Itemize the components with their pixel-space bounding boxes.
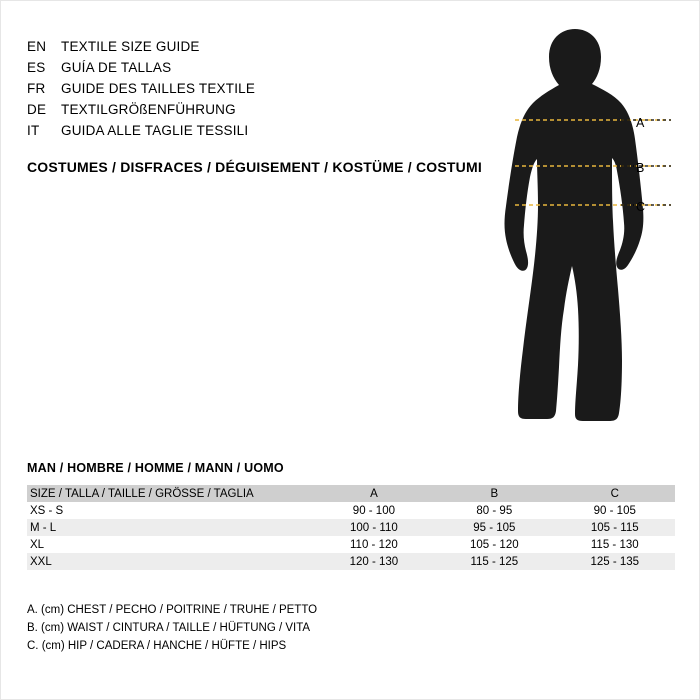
cell-hip: 90 - 105 <box>555 502 675 519</box>
language-code-en: EN <box>27 39 47 54</box>
cell-size: M - L <box>27 519 314 536</box>
table-row <box>27 502 675 519</box>
measure-label-b: B <box>636 161 645 175</box>
size-table <box>27 485 675 570</box>
table-row <box>27 553 675 570</box>
table-row <box>27 519 675 536</box>
column-header-size: SIZE / TALLA / TAILLE / GRÖSSE / TAGLIA <box>27 485 314 502</box>
cell-hip: 125 - 135 <box>555 553 675 570</box>
cell-hip: 105 - 115 <box>555 519 675 536</box>
cell-waist: 115 - 125 <box>434 553 554 570</box>
note-waist: B. (cm) WAIST / CINTURA / TAILLE / HÜFTUNG / VITA <box>27 622 311 634</box>
cell-size: XXL <box>27 553 314 570</box>
silhouette-shape <box>505 29 644 421</box>
column-header-b: B <box>434 485 554 502</box>
language-row-it <box>27 120 447 141</box>
cell-size: XS - S <box>27 502 314 519</box>
cell-waist: 80 - 95 <box>434 502 554 519</box>
cell-waist: 105 - 120 <box>434 536 554 553</box>
language-text-fr: GUIDE DES TAILLES TEXTILE <box>61 81 256 96</box>
measurement-notes <box>27 601 317 655</box>
cell-chest: 90 - 100 <box>314 502 434 519</box>
table-header-row <box>27 485 675 502</box>
measure-label-c: C <box>636 200 646 214</box>
language-row-en <box>27 36 447 57</box>
cell-chest: 100 - 110 <box>314 519 434 536</box>
cell-size: XL <box>27 536 314 553</box>
language-row-es <box>27 57 447 78</box>
language-row-de <box>27 99 447 120</box>
table-section-title: MAN / HOMBRE / HOMME / MANN / UOMO <box>27 461 284 475</box>
column-header-c: C <box>555 485 675 502</box>
language-text-en: TEXTILE SIZE GUIDE <box>61 39 200 54</box>
language-code-de: DE <box>27 102 47 117</box>
column-header-a: A <box>314 485 434 502</box>
measure-label-a: A <box>636 116 645 130</box>
cell-chest: 110 - 120 <box>314 536 434 553</box>
language-text-de: TEXTILGRÖßENFÜHRUNG <box>61 102 236 117</box>
note-chest: A. (cm) CHEST / PECHO / POITRINE / TRUHE / PETTO <box>27 604 318 616</box>
size-table-header <box>27 485 675 502</box>
language-code-fr: FR <box>27 81 46 96</box>
category-title: COSTUMES / DISFRACES / DÉGUISEMENT / KOSTÜME / COSTUMI <box>27 159 482 175</box>
cell-waist: 95 - 105 <box>434 519 554 536</box>
language-text-es: GUÍA DE TALLAS <box>61 60 172 75</box>
size-table-body <box>27 502 675 570</box>
language-row-fr <box>27 78 447 99</box>
cell-chest: 120 - 130 <box>314 553 434 570</box>
language-code-es: ES <box>27 60 46 75</box>
note-hip: C. (cm) HIP / CADERA / HANCHE / HÜFTE / HIPS <box>27 640 287 652</box>
language-code-it: IT <box>27 123 40 138</box>
body-silhouette-figure <box>471 21 686 441</box>
cell-hip: 115 - 130 <box>555 536 675 553</box>
table-row <box>27 536 675 553</box>
language-text-it: GUIDA ALLE TAGLIE TESSILI <box>61 123 249 138</box>
language-list <box>27 36 447 141</box>
